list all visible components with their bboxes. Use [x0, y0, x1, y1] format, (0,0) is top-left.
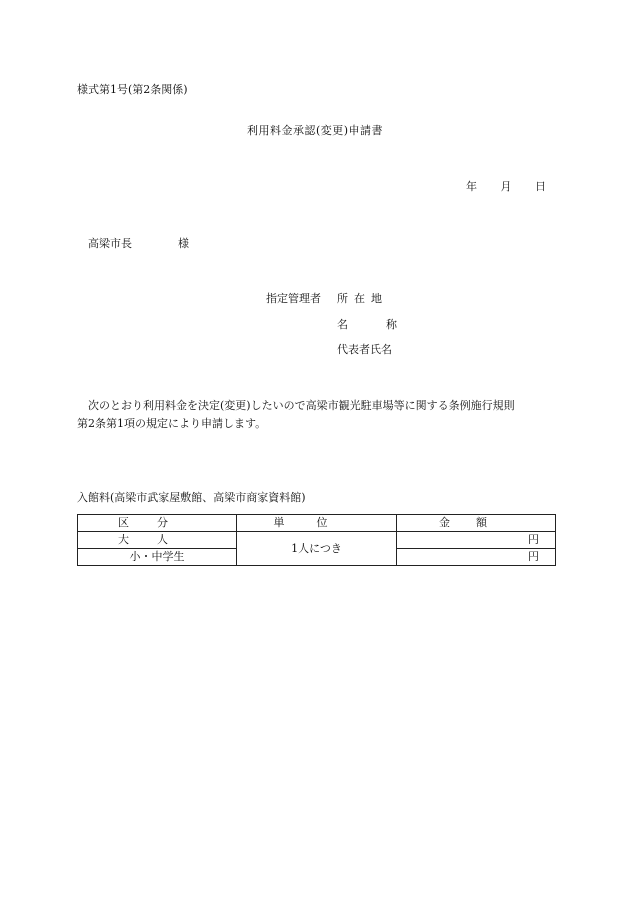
- document-title: 利用料金承認(変更)申請書: [246, 124, 384, 137]
- addressee: [88, 237, 189, 250]
- header-unit: 単位: [237, 515, 397, 532]
- applicant-name-label-part1: 名: [337, 318, 348, 331]
- date-year-label: 年: [466, 180, 477, 193]
- fee-table: [77, 514, 556, 566]
- row-amount-student: 円: [397, 549, 556, 566]
- fee-section-title: 入館料(高梁市武家屋敷館、高梁市商家資料館): [77, 491, 306, 504]
- table-row: [78, 532, 556, 549]
- unit-cell: 1人につき: [237, 532, 397, 566]
- applicant-address-label: 所在地: [337, 292, 388, 305]
- header-category: 区分: [78, 515, 237, 532]
- form-number: 様式第1号(第2条関係): [77, 83, 188, 96]
- applicant-role: 指定管理者: [266, 292, 321, 305]
- addressee-honorific: 様: [178, 237, 189, 250]
- row-category-adult: 大人: [78, 532, 237, 549]
- date-line: [466, 180, 546, 193]
- date-month-label: 月: [500, 180, 512, 193]
- applicant-name-label-part2: 称: [386, 318, 397, 331]
- body-line-2: 第2条第1項の規定により申請します。: [77, 417, 267, 430]
- row-category-student: 小・中学生: [78, 549, 237, 566]
- applicant-representative-label: 代表者氏名: [337, 343, 392, 356]
- date-day-label: 日: [535, 180, 546, 193]
- application-body: [77, 397, 557, 433]
- body-line-1: 次のとおり利用料金を決定(変更)したいので高梁市観光駐車場等に関する条例施行規則: [88, 399, 515, 412]
- addressee-name: 高梁市長: [88, 237, 132, 250]
- table-header-row: [78, 515, 556, 532]
- applicant-name-label: [337, 318, 397, 331]
- row-amount-adult: 円: [397, 532, 556, 549]
- header-amount: 金額: [397, 515, 556, 532]
